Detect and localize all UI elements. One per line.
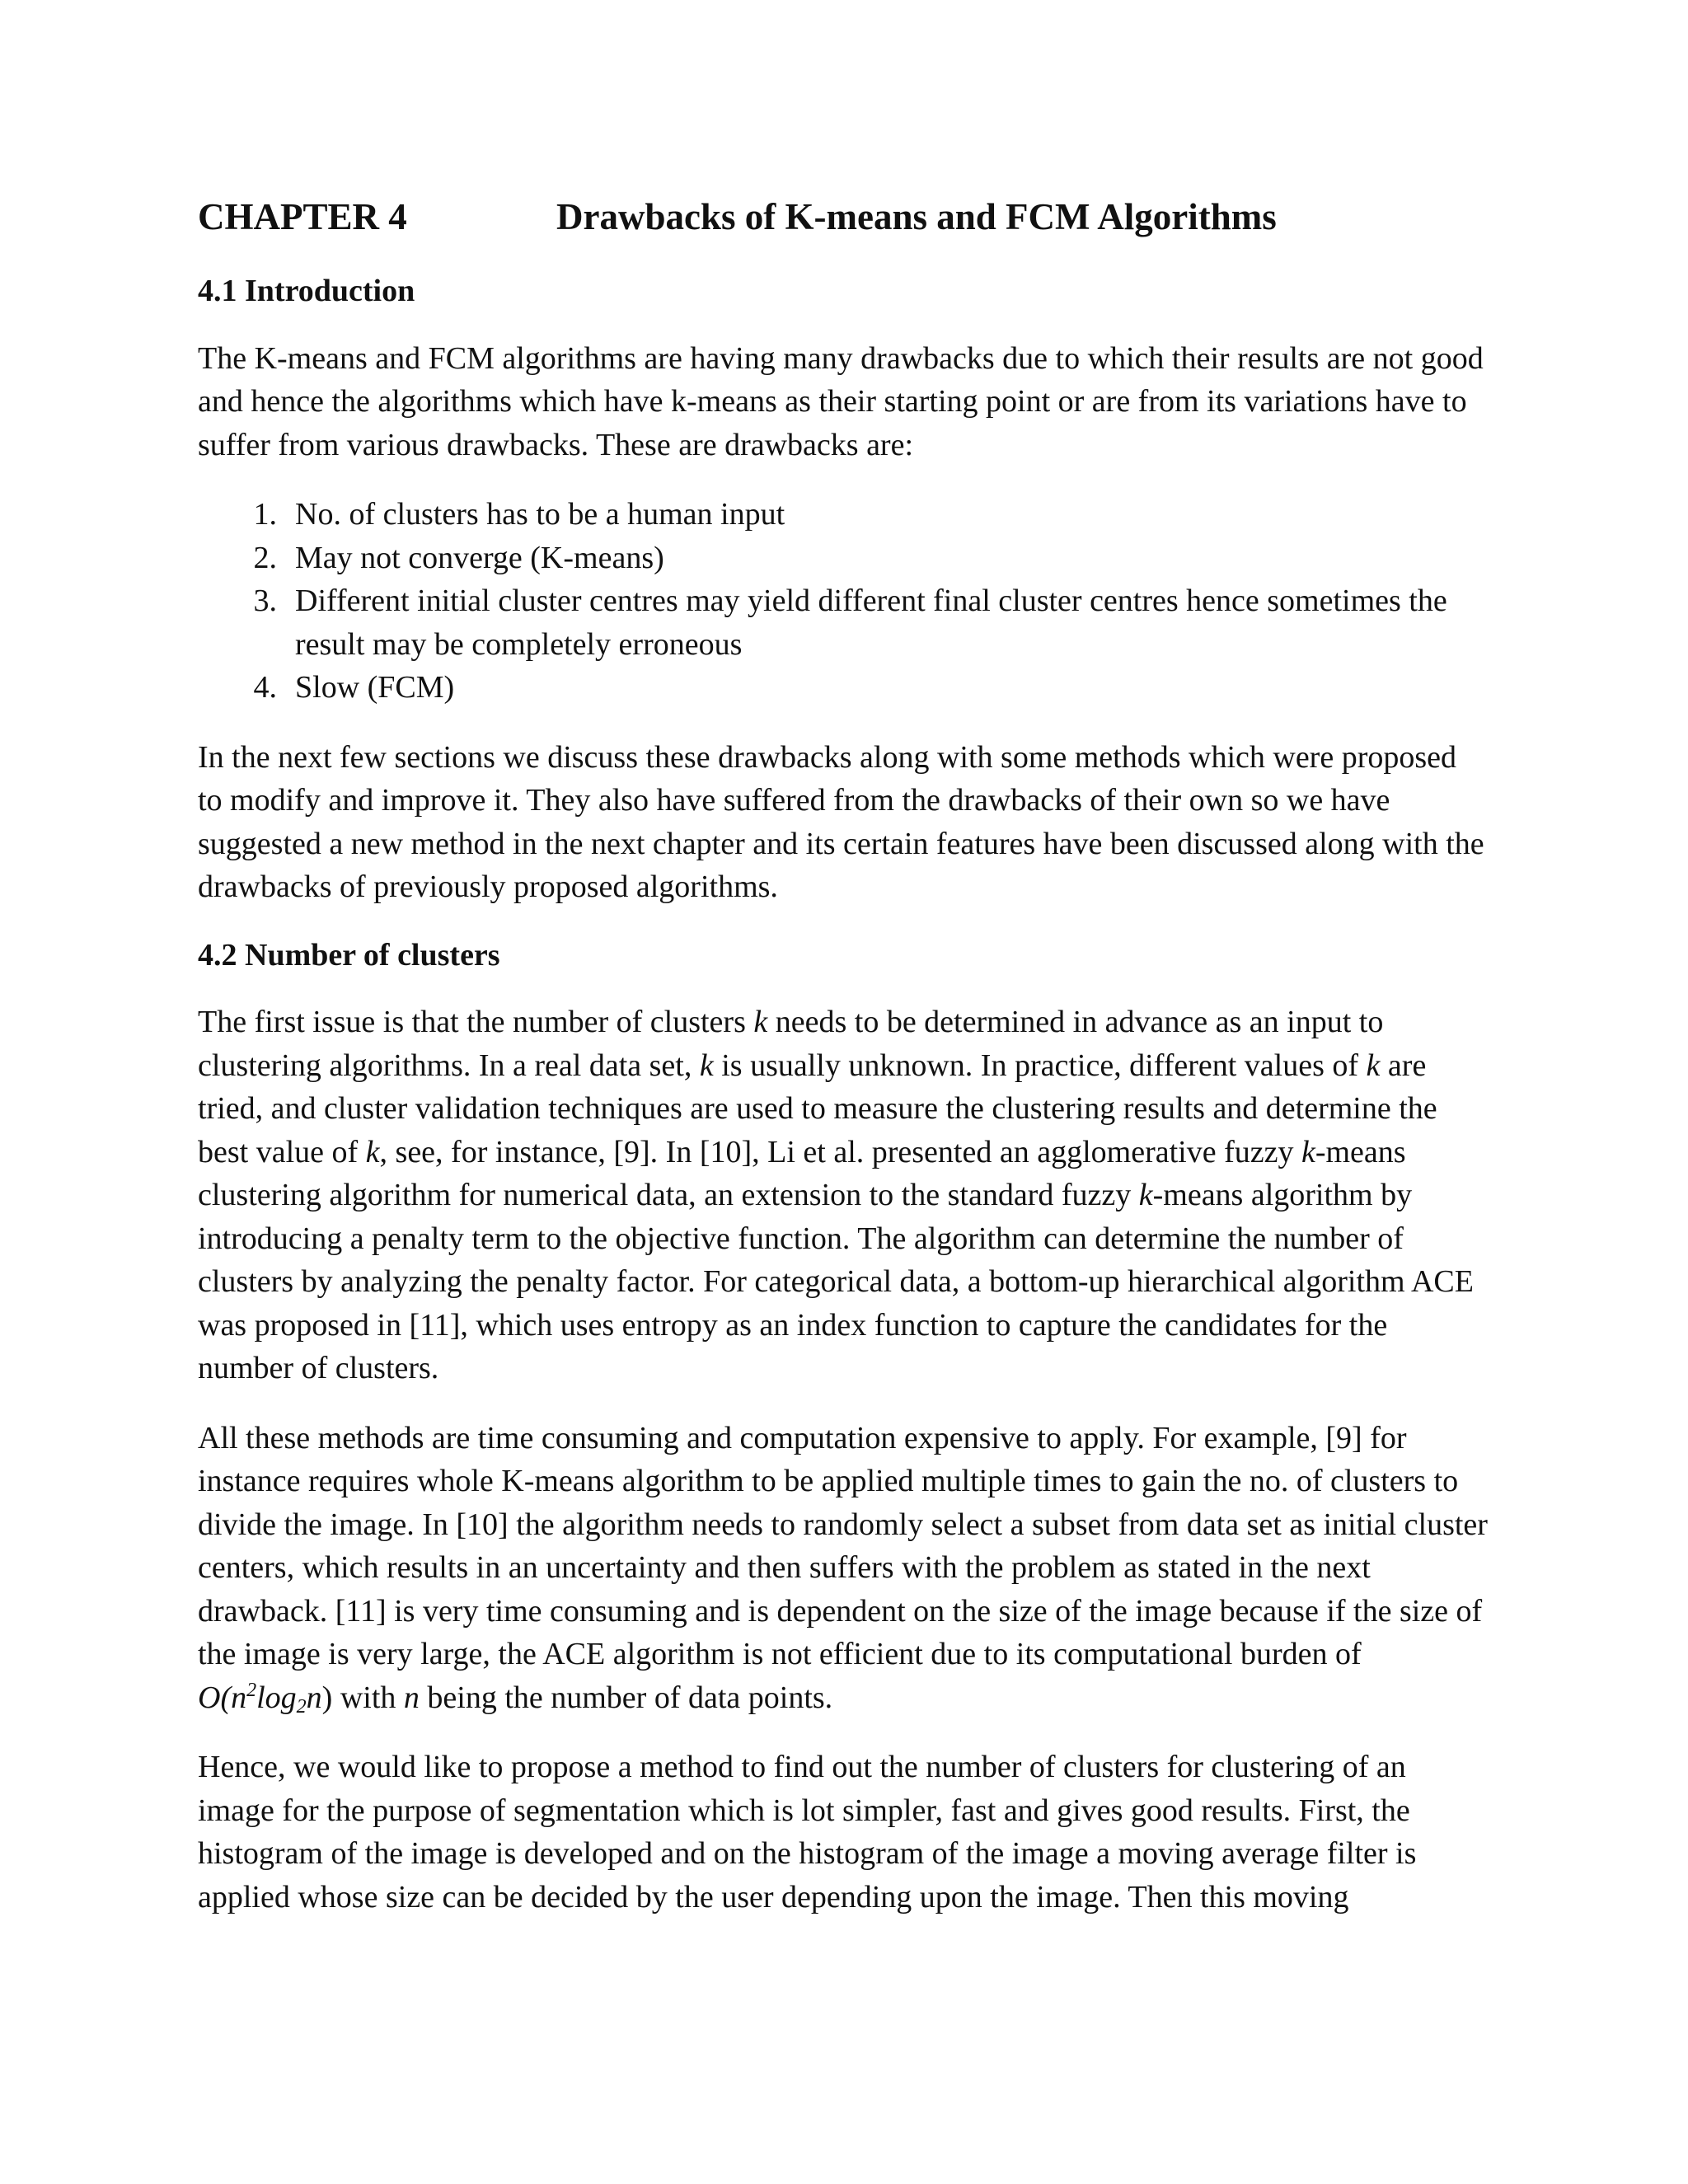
formula-part: n bbox=[306, 1680, 322, 1715]
list-item-text: Slow (FCM) bbox=[295, 670, 455, 705]
list-item-number: 2. bbox=[253, 540, 277, 575]
list-item-text: May not converge (K-means) bbox=[295, 540, 664, 575]
section-heading-introduction: 4.1 Introduction bbox=[198, 274, 415, 309]
text-run: -means clustering algorithm for numerical data, an extension to the standard fuzzy bbox=[198, 1134, 1406, 1213]
list-item-number: 1. bbox=[253, 497, 277, 532]
text-run: All these methods are time consuming and computation expensive to apply. For example, [9] for instance requires whole K-means algorithm to be applied multiple times to gain the no. of clusters to divide the image. In [10] the algorithm needs to randomly select a subset from data set as initial cluster centers, which results in an uncertainty and then suffers with the problem as stated in the next drawback. [11] is very time consuming and is dependent on the size of the image because if the size of the image is very large, the ACE algorithm is not efficient due to its computational burden of bbox=[198, 1420, 1488, 1672]
section-heading-number-of-clusters: 4.2 Number of clusters bbox=[198, 937, 500, 972]
chapter-title: Drawbacks of K-means and FCM Algorithms bbox=[556, 196, 1277, 237]
formula-subscript: 2 bbox=[296, 1695, 307, 1718]
italic-k: k bbox=[753, 1005, 768, 1040]
italic-k: k bbox=[699, 1047, 714, 1083]
italic-n: n bbox=[403, 1680, 420, 1715]
italic-k: k bbox=[1138, 1178, 1153, 1213]
text-run: are tried, and cluster validation techniques are used to measure the clustering results and determine the best value of bbox=[198, 1047, 1437, 1169]
methods-cost-paragraph bbox=[198, 1417, 1488, 1720]
italic-k: k bbox=[1366, 1047, 1381, 1083]
list-item-text: Different initial cluster centres may yield different final cluster centres hence sometimes the result may be completely erroneous bbox=[295, 583, 1447, 662]
document-page bbox=[198, 194, 1488, 1945]
italic-k: k bbox=[365, 1134, 380, 1169]
text-run: being the number of data points. bbox=[419, 1680, 833, 1715]
list-item bbox=[198, 579, 1488, 666]
italic-k: k bbox=[1301, 1134, 1315, 1169]
chapter-label: CHAPTER 4 bbox=[198, 196, 407, 237]
list-item-number: 3. bbox=[253, 583, 277, 619]
list-item bbox=[198, 493, 1488, 537]
formula-close: ) bbox=[321, 1680, 333, 1715]
text-run: with bbox=[332, 1680, 404, 1715]
list-item-text: No. of clusters has to be a human input bbox=[295, 497, 785, 532]
formula-part: log bbox=[256, 1680, 297, 1715]
number-of-clusters-paragraph bbox=[198, 1001, 1488, 1390]
next-sections-paragraph: In the next few sections we discuss these drawbacks along with some methods which were proposed to modify and improve it. They also have suffered from the drawbacks of their own so we have suggested a new method in the next chapter and its certain features have been discussed along with the drawbacks of previously proposed algorithms. bbox=[198, 739, 1484, 905]
list-item-number: 4. bbox=[253, 670, 277, 705]
list-item bbox=[198, 666, 1488, 710]
complexity-formula bbox=[198, 1679, 322, 1718]
formula-part: O(n bbox=[198, 1680, 247, 1715]
list-item bbox=[198, 537, 1488, 580]
text-run: needs to be determined in advance as an input to clustering algorithms. In a real data set, bbox=[198, 1005, 1384, 1083]
chapter-heading bbox=[198, 194, 1488, 240]
text-run: is usually unknown. In practice, different values of bbox=[713, 1047, 1367, 1083]
intro-paragraph: The K-means and FCM algorithms are having many drawbacks due to which their results are not good and hence the algorithms which have k-means as their starting point or are from its variations have to suffer from various drawbacks. These are drawbacks are: bbox=[198, 340, 1484, 462]
text-run: -means algorithm by introducing a penalty term to the objective function. The algorithm can determine the number of clusters by analyzing the penalty factor. For categorical data, a bottom-up hierarchical algorithm ACE was proposed in [11], which uses entropy as an index function to capture the candidates for the number of clusters. bbox=[198, 1178, 1474, 1386]
drawbacks-list bbox=[198, 493, 1488, 710]
text-run: The first issue is that the number of clusters bbox=[198, 1005, 754, 1040]
proposal-paragraph: Hence, we would like to propose a method to find out the number of clusters for clustering of an image for the purpose of segmentation which is lot simpler, fast and gives good results. First, the histogram of the image is developed and on the histogram of the image a moving average filter is applied whose size can be decided by the user depending upon the image. Then this moving bbox=[198, 1750, 1417, 1915]
text-run: , see, for instance, [9]. In [10], Li et al. presented an agglomerative fuzzy bbox=[379, 1134, 1301, 1169]
formula-superscript: 2 bbox=[246, 1679, 257, 1701]
